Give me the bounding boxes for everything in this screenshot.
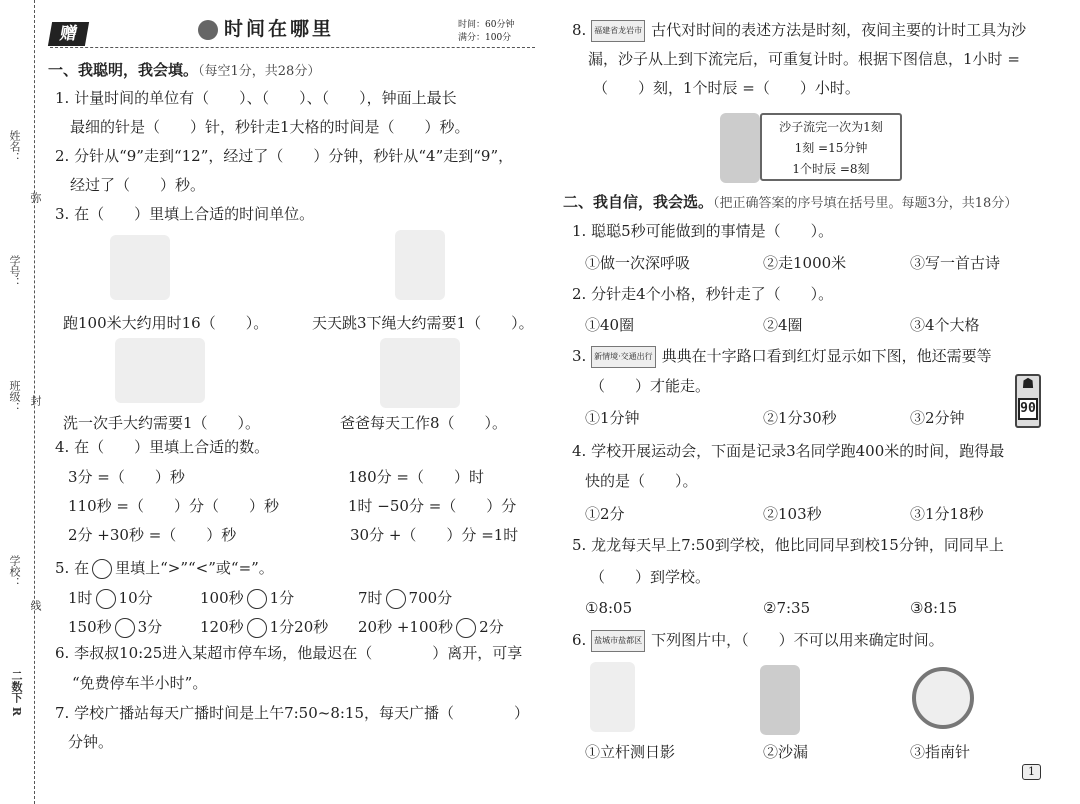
compass-image	[912, 667, 974, 729]
q6-line1: 6. 李叔叔10:25进入某超市停车场，他最迟在（ ）离开，可享	[55, 644, 523, 662]
option: ①8:05	[585, 599, 633, 617]
stamp-mi: 弥	[29, 192, 42, 203]
compare-circle[interactable]	[247, 618, 267, 638]
time-limit: 时间：60分钟	[458, 20, 515, 30]
q5-left: 1时	[68, 589, 93, 607]
q8-line1: 古代对时间的表述方法是时刻，夜间主要的计时工具为沙	[651, 21, 1027, 39]
s2-q5-line2: （ ）到学校。	[590, 568, 711, 586]
section-1-title: 一、我聪明，我会填。	[48, 61, 199, 79]
option: ③8:15	[910, 599, 958, 617]
region-tag: 福建省龙岩市	[591, 20, 645, 42]
s2-q2: 2. 分针走4个小格，秒针走了（ ）。	[572, 285, 834, 303]
section-1-note: （每空1分，共28分）	[198, 64, 321, 79]
hourglass-info-box	[760, 113, 902, 181]
sundial-pole-image	[590, 662, 635, 732]
q5-left: 20秒 +100秒	[358, 618, 454, 636]
countdown-display: 90	[1018, 398, 1038, 420]
option: ②4圈	[763, 316, 803, 334]
class-label: 班级：	[8, 380, 21, 413]
q5-right: 2分	[479, 618, 504, 636]
page-number: 1	[1022, 764, 1041, 780]
s2-q6: 下列图片中，（ ）不可以用来确定时间。	[651, 631, 944, 649]
s2-q1: 1. 聪聪5秒可能做到的事情是（ ）。	[572, 222, 834, 240]
s2-q4-line2: 快的是（ ）。	[585, 472, 698, 490]
option: ①做一次深呼吸	[585, 254, 691, 272]
option: ②103秒	[763, 505, 822, 523]
option: ①2分	[585, 505, 625, 523]
option: ①立杆测日影	[585, 743, 676, 761]
q2-line1: 2. 分针从“9”走到“12”，经过了（ ）分钟，秒针从“4”走到“9”，	[55, 147, 514, 165]
q3-title: 3. 在（ ）里填上合适的时间单位。	[55, 205, 315, 223]
q4-item: 2分 +30秒 =（ ）秒	[68, 526, 237, 544]
q4-item: 30分 +（ ）分 =1时	[350, 526, 519, 544]
s2-q4-line1: 4. 学校开展运动会，下面是记录3名同学跑400米的时间，跑得最	[572, 442, 1005, 460]
hourglass-image	[720, 113, 760, 183]
q5-right: 1分	[269, 589, 295, 607]
option: ②走1000米	[763, 254, 847, 272]
q5-right: 10分	[118, 589, 153, 607]
q7-line2: 分钟。	[68, 733, 114, 751]
traffic-light	[1015, 374, 1041, 428]
page-title: 时间在哪里	[224, 18, 335, 40]
option: ③1分18秒	[910, 505, 984, 523]
q2-line2: 经过了（ ）秒。	[70, 176, 206, 194]
gift-badge: 赠	[48, 22, 89, 46]
book-label: 二数下 R	[10, 670, 23, 716]
compare-circle[interactable]	[247, 589, 267, 609]
option: ③指南针	[910, 743, 971, 761]
section-2-title: 二、我自信，我会选。	[563, 193, 714, 211]
stamp-xian: 线	[29, 600, 42, 611]
q7-line1: 7. 学校广播站每天广播时间是上午7:50~8:15，每天广播（ ）	[55, 704, 530, 722]
q5-right: 700分	[408, 589, 453, 607]
school-label: 学校：	[8, 555, 21, 588]
q5-post: 里填上“>”“<”或“=”。	[115, 559, 274, 577]
full-score: 满分：100分	[458, 33, 512, 43]
q4-item: 3分 =（ ）秒	[68, 468, 185, 486]
option: ②1分30秒	[763, 409, 837, 427]
q3-caption: 跑100米大约用时16（ ）。	[63, 314, 269, 332]
q3-caption: 洗一次手大约需要1（ ）。	[63, 414, 261, 432]
option: ①1分钟	[585, 409, 640, 427]
q5-right: 3分	[137, 618, 163, 636]
compare-circle[interactable]	[96, 589, 116, 609]
q4-item: 180分 =（ ）时	[348, 468, 484, 486]
option: ③2分钟	[910, 409, 965, 427]
s2-q3-line1: 典典在十字路口看到红灯显示如下图，他还需要等	[661, 347, 992, 365]
compare-circle[interactable]	[115, 618, 135, 638]
info-line: 1个时辰 =8刻	[792, 162, 870, 176]
s2-q3-line2: （ ）才能走。	[590, 377, 711, 395]
number-label: 学号：	[8, 255, 21, 288]
context-tag: 新情境·交通出行	[591, 346, 656, 368]
region-tag: 盐城市盐都区	[591, 630, 645, 652]
q5-left: 150秒	[68, 618, 112, 636]
compare-circle[interactable]	[456, 618, 476, 638]
q5-pre: 5. 在	[55, 559, 90, 577]
info-line: 沙子流完一次为1刻	[779, 120, 883, 134]
jump-rope-image	[395, 230, 445, 300]
q5-left: 120秒	[200, 618, 244, 636]
option: ②沙漏	[763, 743, 809, 761]
stamp-feng: 封	[29, 395, 42, 406]
q4-item: 110秒 =（ ）分（ ）秒	[68, 497, 279, 515]
option: ②7:35	[763, 599, 811, 617]
option: ③写一首古诗	[910, 254, 1001, 272]
q5-left: 7时	[358, 589, 383, 607]
q4-item: 1时 −50分 =（ ）分	[348, 497, 517, 515]
name-label: 姓名：	[8, 130, 21, 163]
compare-circle	[92, 559, 112, 579]
q3-caption: 爸爸每天工作8（ ）。	[340, 414, 508, 432]
q8-line2: 漏，沙子从上到下流完后，可重复计时。根据下图信息，1小时 =	[588, 50, 1020, 68]
compare-circle[interactable]	[386, 589, 406, 609]
option: ③4个大格	[910, 316, 980, 334]
q6-line2: “免费停车半小时”。	[72, 674, 208, 692]
q8-line3: （ ）刻，1个时辰 =（ ）小时。	[593, 79, 860, 97]
header-rule	[50, 47, 535, 48]
running-boy-image	[110, 235, 170, 300]
hourglass-image	[760, 665, 800, 735]
q4-title: 4. 在（ ）里填上合适的数。	[55, 438, 270, 456]
washing-hands-image	[115, 338, 205, 403]
q1-line1: 1. 计量时间的单位有（ ）、（ ）、（ ），钟面上最长	[55, 89, 457, 107]
q3-caption: 天天跳3下绳大约需要1（ ）。	[312, 314, 534, 332]
q1-line2: 最细的针是（ ）针，秒针走1大格的时间是（ ）秒。	[70, 118, 470, 136]
info-line: 1刻 =15分钟	[794, 141, 868, 155]
section-2-note: （把正确答案的序号填在括号里。每题3分，共18分）	[713, 196, 1018, 211]
pedestrian-icon: ☗	[1021, 376, 1035, 392]
q5-left: 100秒	[200, 589, 244, 607]
dad-working-image	[380, 338, 460, 408]
q5-right: 1分20秒	[269, 618, 329, 636]
option: ①40圈	[585, 316, 635, 334]
clover-icon	[198, 20, 218, 40]
s2-q5-line1: 5. 龙龙每天早上7:50到学校，他比同同早到校15分钟，同同早上	[572, 536, 1004, 554]
